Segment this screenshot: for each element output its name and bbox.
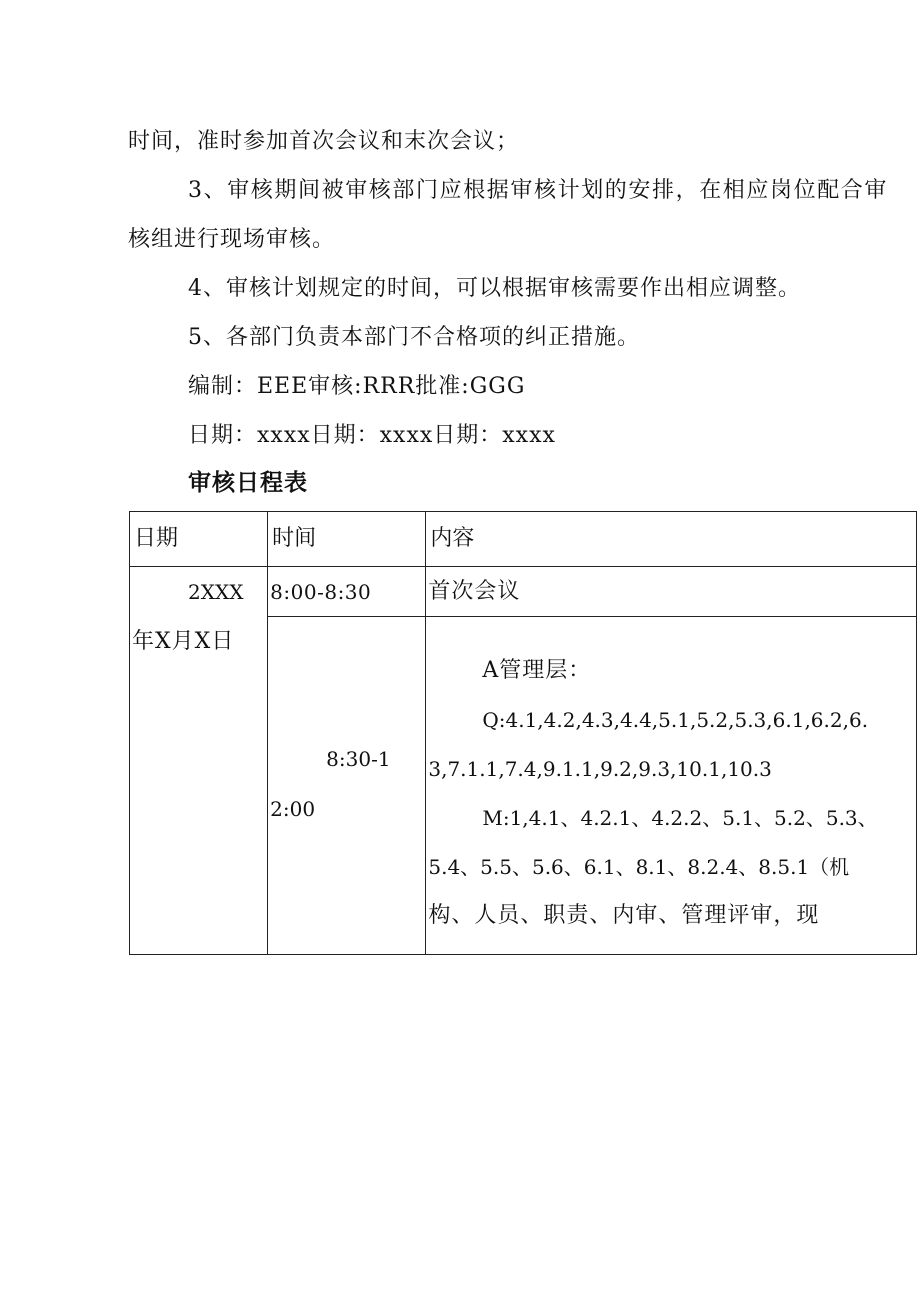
paragraph-item-5: 5、各部门负责本部门不合格项的纠正措施。 [188, 325, 640, 350]
content-line: M:1,4.1、4.2.1、4.2.2、5.1、5.2、5.3、 [482, 806, 878, 830]
content-value: 首次会议 [428, 579, 521, 604]
schedule-table [129, 511, 917, 955]
paragraph-continuation: 时间，准时参加首次会议和末次会议； [128, 129, 520, 154]
content-cell [426, 617, 917, 955]
table-header-row [130, 512, 917, 567]
signoff-dates: 日期：xxxx日期：xxxx日期：xxxx [188, 423, 556, 448]
header-time-label: 时间 [272, 526, 317, 551]
header-cell-time [268, 512, 426, 567]
table-row [130, 567, 917, 617]
time-line-1: 8:30-1 [326, 747, 391, 771]
time-cell [268, 567, 426, 617]
header-content-label: 内容 [430, 526, 475, 551]
header-date-label: 日期 [134, 526, 179, 551]
paragraph-item-3-line2: 核组进行现场审核。 [128, 227, 336, 252]
content-cell [426, 567, 917, 617]
content-line: A管理层： [482, 658, 592, 683]
time-cell [268, 617, 426, 955]
paragraph-item-4: 4、审核计划规定的时间，可以根据审核需要作出相应调整。 [188, 276, 801, 301]
time-line-2: 2:00 [270, 797, 316, 821]
content-line: 3,7.1.1,7.4,9.1.1,9.2,9.3,10.1,10.3 [428, 757, 772, 781]
header-cell-date [130, 512, 268, 567]
date-cell [130, 567, 268, 955]
header-cell-content [426, 512, 917, 567]
paragraph-item-3-line1: 3、审核期间被审核部门应根据审核计划的安排，在相应岗位配合审 [188, 178, 888, 203]
schedule-title: 审核日程表 [188, 469, 308, 496]
content-line: 5.4、5.5、5.6、6.1、8.1、8.2.4、8.5.1（机 [428, 855, 850, 879]
content-line: 构、人员、职责、内审、管理评审，现 [428, 903, 820, 928]
signoff-roles: 编制：EEE审核:RRR批准:GGG [188, 374, 526, 399]
time-value: 8:00-8:30 [270, 580, 372, 604]
date-line-2: 年X月X日 [132, 629, 235, 654]
date-line-1: 2XXX [188, 580, 244, 604]
content-line: Q:4.1,4.2,4.3,4.4,5.1,5.2,5.3,6.1,6.2,6. [482, 708, 869, 732]
